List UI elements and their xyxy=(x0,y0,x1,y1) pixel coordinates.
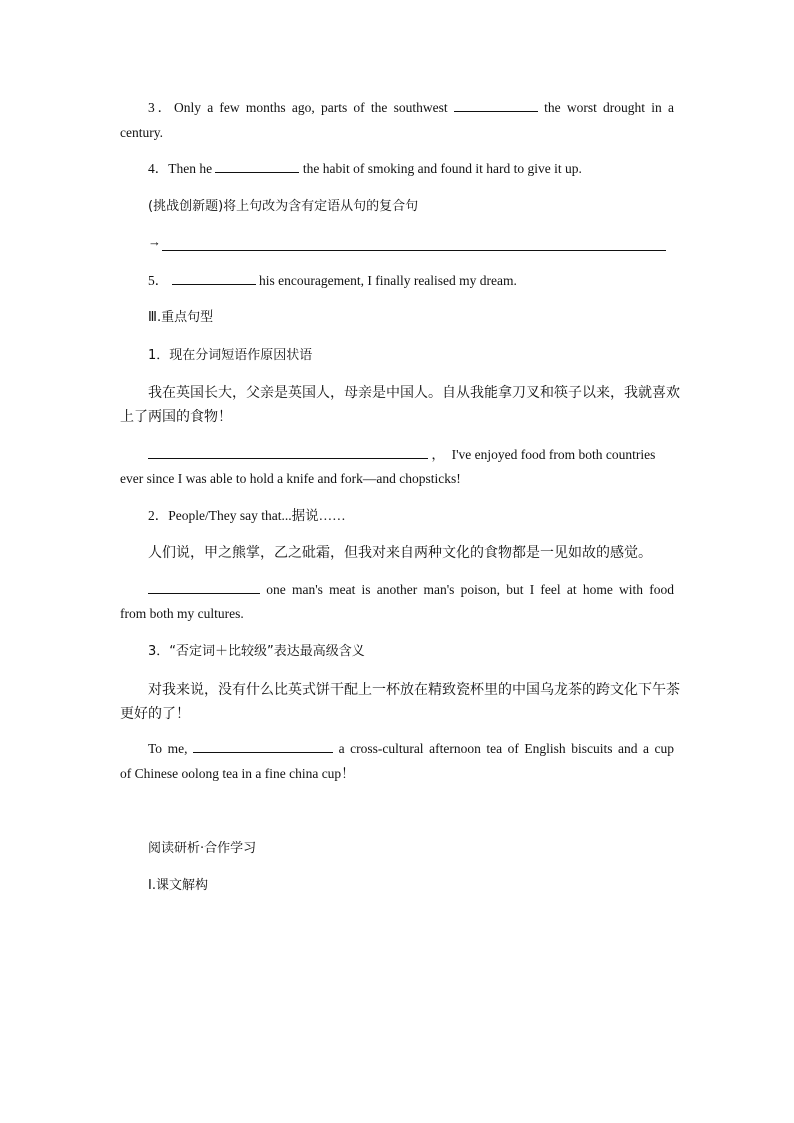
item-3-chinese-line-1: 对我来说，没有什么比英式饼干配上一杯放在精致瓷杯里的中国乌龙茶的跨文化下午茶 xyxy=(148,682,680,698)
q5-text-after: his encouragement, I finally realised my dream. xyxy=(259,273,517,288)
q3-blank[interactable] xyxy=(454,97,538,112)
item-1-text-after: ， I've enjoyed food from both countries xyxy=(431,447,656,462)
question-4-line xyxy=(148,157,674,181)
item-2-chinese: 人们说，甲之熊掌，乙之砒霜，但我对来自两种文化的食物都是一见如故的感觉。 xyxy=(148,545,652,561)
q4-text-before: 4．Then he xyxy=(148,161,213,176)
q3-text-after: the worst drought in a xyxy=(544,100,675,115)
item-1-blank[interactable] xyxy=(148,444,428,459)
reading-heading: 阅读研析·合作学习 xyxy=(148,841,257,856)
arrow-icon: → xyxy=(148,234,161,249)
item-1-chinese-line-1: 我在英国长大，父亲是英国人，母亲是中国人。自从我能拿刀叉和筷子以来，我就喜欢 xyxy=(148,385,680,401)
item-1-english-line-1 xyxy=(148,443,674,467)
item-3-english-line-1 xyxy=(148,737,674,761)
item-3-text-after: a cross-cultural afternoon tea of English biscuits and a cup xyxy=(338,741,675,756)
q5-blank[interactable] xyxy=(172,270,256,285)
question-3-line xyxy=(148,96,674,120)
item-2-english-line-1 xyxy=(148,578,674,602)
question-5-line xyxy=(148,269,674,293)
item-2-text-after: one man's meat is another man's poison, but I feel at home with food xyxy=(266,582,674,597)
item-3-text-before: To me, xyxy=(148,741,188,756)
rewrite-answer-line[interactable] xyxy=(148,234,668,258)
item-3-blank[interactable] xyxy=(193,738,333,753)
item-2-title: 2．People/They say that...据说…… xyxy=(148,508,346,523)
reading-subheading: Ⅰ.课文解构 xyxy=(148,878,208,893)
item-1-chinese-line-2: 上了两国的食物！ xyxy=(120,409,232,425)
q4-text-after: the habit of smoking and found it hard to give it up. xyxy=(302,161,582,176)
item-1-english-line-2: ever since I was able to hold a knife and fork—and chopsticks! xyxy=(120,471,461,486)
section-3-heading: Ⅲ.重点句型 xyxy=(148,310,214,325)
item-1-title: 1．现在分词短语作原因状语 xyxy=(148,348,313,363)
item-3-chinese-line-2: 更好的了！ xyxy=(120,706,190,722)
q4-blank[interactable] xyxy=(215,158,299,173)
q5-number: 5． xyxy=(148,273,169,288)
item-3-title: 3．“否定词＋比较级”表达最高级含义 xyxy=(148,644,365,659)
question-3-continuation: century. xyxy=(120,125,163,140)
q3-text-before: 3．Only a few months ago, parts of the southwest xyxy=(148,100,448,115)
item-2-english-line-2: from both my cultures. xyxy=(120,606,244,621)
challenge-instruction: (挑战创新题)将上句改为含有定语从句的复合句 xyxy=(148,199,419,214)
item-3-english-line-2: of Chinese oolong tea in a fine china cup！ xyxy=(120,766,355,781)
rewrite-blank[interactable] xyxy=(162,250,666,251)
item-2-blank[interactable] xyxy=(148,579,260,594)
